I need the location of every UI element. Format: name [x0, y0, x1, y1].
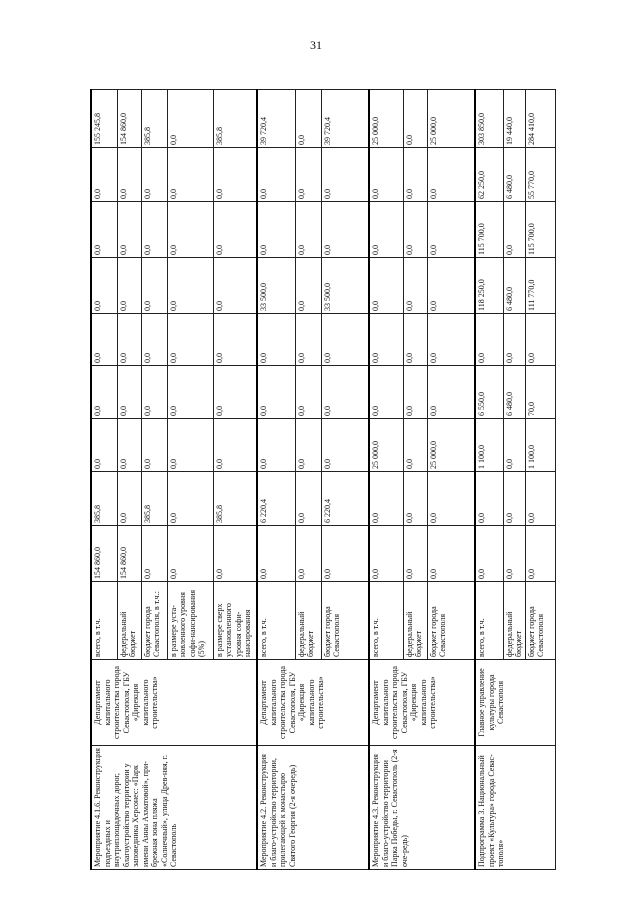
value-cell: 6 220,4	[257, 472, 295, 526]
value-cell: 0,0	[117, 202, 141, 258]
value-cell: 0,0	[167, 148, 213, 202]
value-cell: 0,0	[369, 472, 403, 526]
value-cell: 0,0	[525, 314, 555, 366]
value-cell: 0,0	[141, 419, 167, 472]
value-cell: 6 480,0	[503, 148, 525, 202]
value-cell: 0,0	[295, 366, 321, 419]
value-cell: 0,0	[91, 258, 117, 314]
value-cell: 0,0	[321, 366, 369, 419]
value-cell: 385,8	[213, 472, 257, 526]
value-cell: 154 860,0	[91, 526, 117, 582]
rotated-table-wrapper	[90, 90, 545, 870]
value-cell: 0,0	[403, 90, 427, 148]
value-cell: 0,0	[167, 526, 213, 582]
value-cell: 0,0	[213, 314, 257, 366]
value-cell: 0,0	[141, 314, 167, 366]
value-cell: 0,0	[321, 202, 369, 258]
value-cell: 0,0	[257, 419, 295, 472]
funding-source-cell: бюджет города Севастополя	[427, 582, 475, 660]
value-cell: 0,0	[475, 472, 503, 526]
value-cell: 0,0	[117, 314, 141, 366]
value-cell: 115 700,0	[525, 202, 555, 258]
value-cell: 0,0	[295, 202, 321, 258]
value-cell: 0,0	[141, 258, 167, 314]
value-cell: 0,0	[525, 526, 555, 582]
value-cell: 39 720,4	[257, 90, 295, 148]
value-cell: 0,0	[257, 366, 295, 419]
value-cell: 39 720,4	[321, 90, 369, 148]
value-cell: 0,0	[427, 258, 475, 314]
funding-source-cell: всего, в т.ч.	[91, 582, 117, 660]
value-cell: 0,0	[167, 202, 213, 258]
value-cell: 62 250,0	[475, 148, 503, 202]
value-cell: 25 000,0	[369, 90, 403, 148]
event-cell: Мероприятие 4.3. Реконструкция и благо-устройство территории Парка Победы, г. Севастополь (2-я оче-редь)	[369, 746, 475, 870]
value-cell: 0,0	[257, 202, 295, 258]
funding-source-cell: в размере уста-новленного уровня софи-нансирования (5%)	[167, 582, 213, 660]
value-cell: 0,0	[295, 526, 321, 582]
value-cell: 0,0	[213, 202, 257, 258]
value-cell: 0,0	[117, 366, 141, 419]
value-cell: 0,0	[91, 366, 117, 419]
value-cell: 6 220,4	[321, 472, 369, 526]
funding-source-cell: бюджет города Севастополя	[321, 582, 369, 660]
value-cell: 0,0	[257, 526, 295, 582]
value-cell: 25 000,0	[427, 90, 475, 148]
value-cell: 0,0	[427, 526, 475, 582]
table-row	[369, 90, 403, 870]
value-cell: 0,0	[403, 314, 427, 366]
value-cell: 33 500,0	[257, 258, 295, 314]
value-cell: 0,0	[295, 90, 321, 148]
value-cell: 0,0	[167, 90, 213, 148]
value-cell: 0,0	[403, 148, 427, 202]
value-cell: 0,0	[91, 148, 117, 202]
value-cell: 385,8	[213, 90, 257, 148]
value-cell: 0,0	[403, 419, 427, 472]
funding-source-cell: всего, в т.ч.	[257, 582, 295, 660]
value-cell: 0,0	[503, 472, 525, 526]
value-cell: 0,0	[141, 366, 167, 419]
funding-source-cell: бюджет города Севастополя, в т.ч.:	[141, 582, 167, 660]
value-cell: 0,0	[321, 526, 369, 582]
value-cell: 115 700,0	[475, 202, 503, 258]
value-cell: 0,0	[503, 526, 525, 582]
value-cell: 0,0	[167, 314, 213, 366]
value-cell: 0,0	[321, 419, 369, 472]
rotated-table-container	[90, 90, 545, 870]
value-cell: 55 770,0	[525, 148, 555, 202]
event-cell: Мероприятие 4.1.6. Реконструкция подъездных и внутриплощадочных дорог, благоустройство территории у заповедника Херсонес: «Парк имени Анны Ахматовой», при-брежная зона пляжа «Солнечный», улица Древ-няя, г. Севастополь	[91, 746, 257, 870]
value-cell: 0,0	[213, 419, 257, 472]
event-cell: Подпрограмма 3. Национальный проект «Культура» города Севас-тополя»	[475, 746, 555, 870]
funding-source-cell: федеральный бюджет	[117, 582, 141, 660]
value-cell: 0,0	[525, 472, 555, 526]
value-cell: 0,0	[213, 366, 257, 419]
value-cell: 0,0	[295, 419, 321, 472]
budget-table	[90, 89, 556, 870]
value-cell: 0,0	[369, 526, 403, 582]
value-cell: 0,0	[295, 258, 321, 314]
value-cell: 154 860,0	[117, 526, 141, 582]
value-cell: 0,0	[403, 258, 427, 314]
value-cell: 6 480,0	[503, 366, 525, 419]
value-cell: 0,0	[295, 314, 321, 366]
funding-source-cell: бюджет города Севастополя	[525, 582, 555, 660]
value-cell: 385,8	[141, 472, 167, 526]
funding-source-cell: федеральный бюджет	[503, 582, 525, 660]
value-cell: 111 770,0	[525, 258, 555, 314]
value-cell: 0,0	[427, 366, 475, 419]
value-cell: 0,0	[427, 202, 475, 258]
value-cell: 0,0	[427, 472, 475, 526]
value-cell: 0,0	[167, 472, 213, 526]
page-number: 31	[310, 38, 322, 52]
value-cell: 25 000,0	[369, 419, 403, 472]
value-cell: 0,0	[403, 366, 427, 419]
executor-cell: Департамент капитального строительства города Севастополя, ГБУ «Дирекция капитального строительства»	[369, 660, 475, 746]
value-cell: 0,0	[141, 526, 167, 582]
value-cell: 0,0	[257, 314, 295, 366]
funding-source-cell: федеральный бюджет	[403, 582, 427, 660]
value-cell: 0,0	[213, 258, 257, 314]
value-cell: 0,0	[117, 419, 141, 472]
value-cell: 0,0	[475, 526, 503, 582]
value-cell: 0,0	[213, 526, 257, 582]
value-cell: 0,0	[91, 314, 117, 366]
value-cell: 118 250,0	[475, 258, 503, 314]
value-cell: 0,0	[427, 148, 475, 202]
value-cell: 0,0	[91, 202, 117, 258]
value-cell: 303 850,0	[475, 90, 503, 148]
funding-source-cell: федеральный бюджет	[295, 582, 321, 660]
value-cell: 0,0	[427, 314, 475, 366]
value-cell: 1 100,0	[475, 419, 503, 472]
value-cell: 385,8	[141, 90, 167, 148]
value-cell: 0,0	[369, 366, 403, 419]
value-cell: 385,8	[91, 472, 117, 526]
value-cell: 6 480,0	[503, 258, 525, 314]
value-cell: 0,0	[117, 472, 141, 526]
table-row	[257, 90, 295, 870]
value-cell: 0,0	[295, 148, 321, 202]
value-cell: 0,0	[167, 258, 213, 314]
value-cell: 0,0	[141, 202, 167, 258]
value-cell: 33 500,0	[321, 258, 369, 314]
value-cell: 25 000,0	[427, 419, 475, 472]
executor-cell: Главное управление культуры города Севастополя	[475, 660, 555, 746]
value-cell: 0,0	[369, 202, 403, 258]
value-cell: 0,0	[503, 314, 525, 366]
value-cell: 0,0	[369, 314, 403, 366]
value-cell: 0,0	[503, 202, 525, 258]
executor-cell: Департамент капитального строительства города Севастополя, ГБУ «Дирекция капитального строительства»	[257, 660, 369, 746]
table-row	[475, 90, 503, 870]
value-cell: 155 245,8	[91, 90, 117, 148]
value-cell: 0,0	[403, 202, 427, 258]
value-cell: 70,0	[525, 366, 555, 419]
value-cell: 0,0	[295, 472, 321, 526]
funding-source-cell: всего, в т.ч.	[369, 582, 403, 660]
value-cell: 0,0	[321, 148, 369, 202]
executor-cell: Департамент капитального строительства города Севастополя, ГБУ «Дирекция капитального строительства»	[91, 660, 257, 746]
value-cell: 0,0	[403, 472, 427, 526]
value-cell: 0,0	[369, 258, 403, 314]
value-cell: 0,0	[167, 419, 213, 472]
value-cell: 1 100,0	[525, 419, 555, 472]
value-cell: 19 440,0	[503, 90, 525, 148]
value-cell: 0,0	[321, 314, 369, 366]
value-cell: 0,0	[369, 148, 403, 202]
value-cell: 0,0	[117, 258, 141, 314]
value-cell: 154 860,0	[117, 90, 141, 148]
value-cell: 6 550,0	[475, 366, 503, 419]
value-cell: 0,0	[117, 148, 141, 202]
value-cell: 284 410,0	[525, 90, 555, 148]
value-cell: 0,0	[257, 148, 295, 202]
value-cell: 0,0	[475, 314, 503, 366]
table-body	[91, 90, 555, 870]
value-cell: 0,0	[167, 366, 213, 419]
value-cell: 0,0	[91, 419, 117, 472]
event-cell: Мероприятие 4.2. Реконструкция и благо-устройство территории, прилегающей к монастырю Святого Георгия (2-я очередь)	[257, 746, 369, 870]
value-cell: 0,0	[403, 526, 427, 582]
value-cell: 0,0	[503, 419, 525, 472]
funding-source-cell: всего, в т.ч.	[475, 582, 503, 660]
value-cell: 0,0	[141, 148, 167, 202]
table-row	[91, 90, 117, 870]
value-cell: 0,0	[213, 148, 257, 202]
funding-source-cell: в размере сверх установленного уровня софи-нансирования	[213, 582, 257, 660]
